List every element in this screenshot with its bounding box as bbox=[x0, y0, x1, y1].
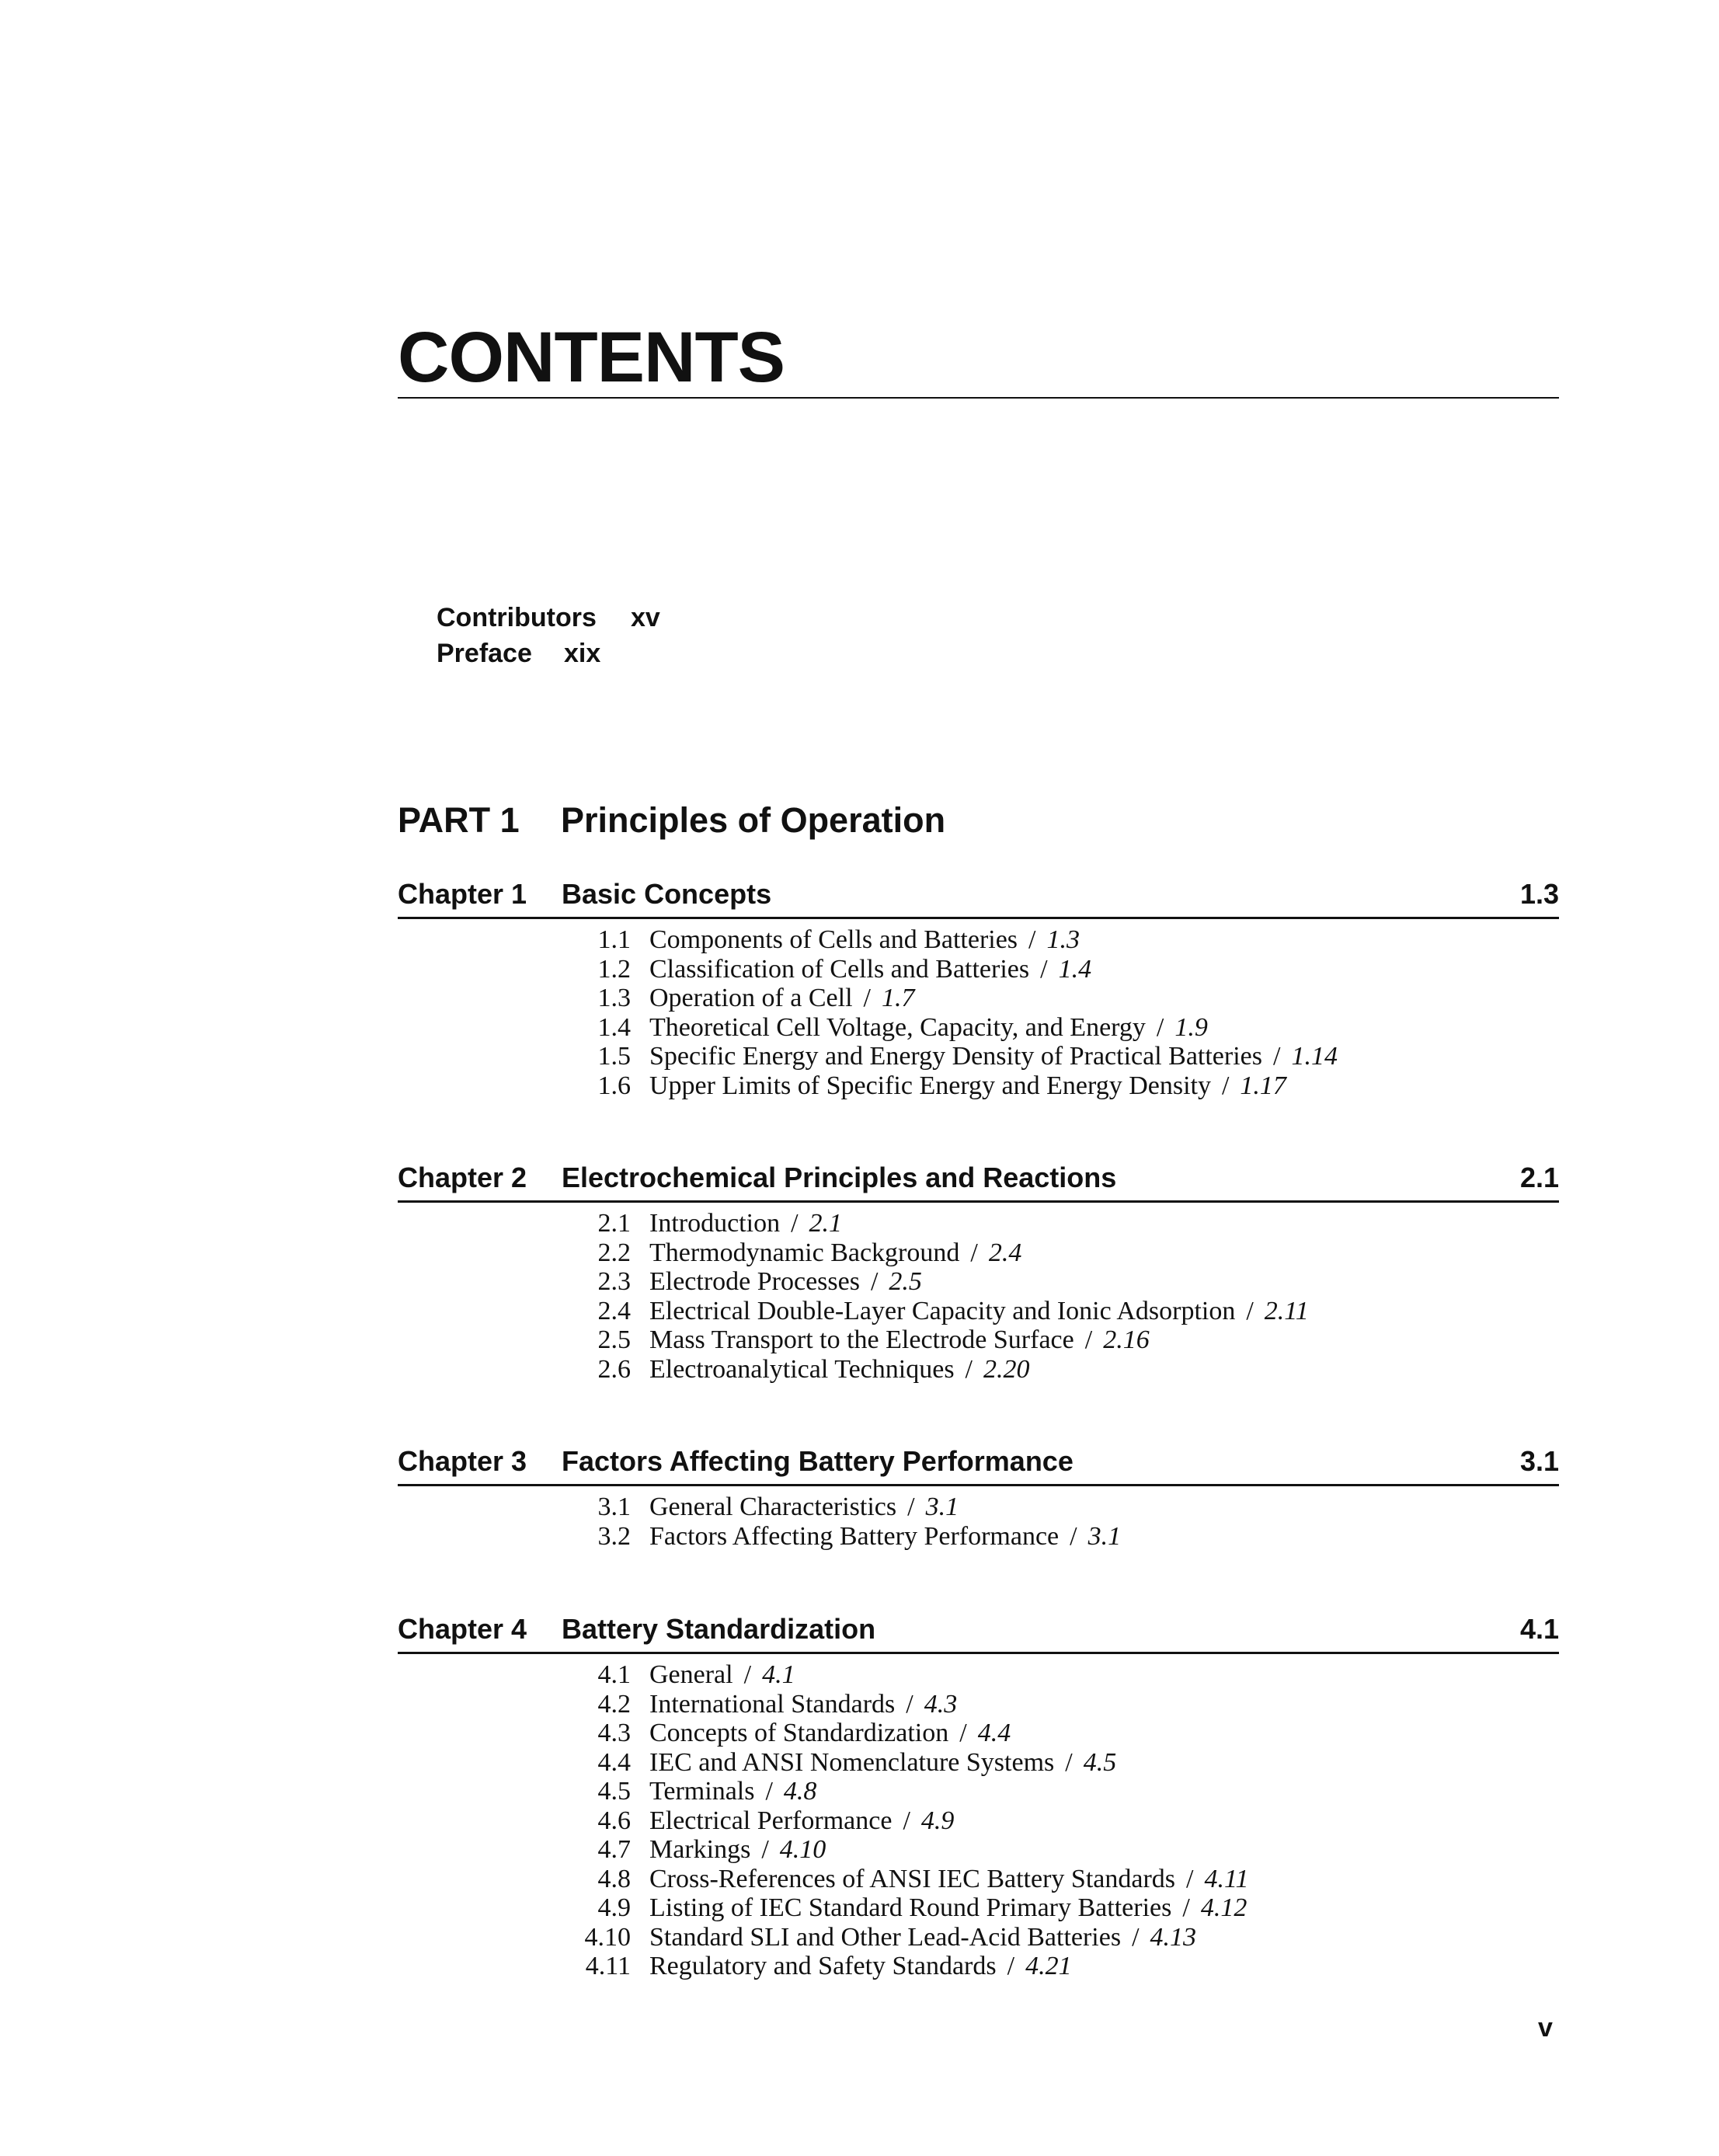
front-matter-page: xix bbox=[564, 639, 601, 668]
section-entry[interactable] bbox=[398, 1719, 1559, 1748]
section-page: 4.12 bbox=[1200, 1893, 1247, 1922]
part-heading bbox=[398, 797, 945, 844]
title-rule bbox=[398, 397, 1559, 399]
chapter-title: Electrochemical Principles and Reactions bbox=[562, 1162, 1117, 1193]
section-page: 2.1 bbox=[809, 1209, 843, 1238]
section-page: 2.4 bbox=[988, 1238, 1022, 1267]
section-separator: / bbox=[903, 1806, 910, 1835]
section-number: 4.9 bbox=[597, 1893, 631, 1922]
section-entry[interactable] bbox=[398, 1325, 1559, 1355]
section-number: 3.1 bbox=[597, 1492, 631, 1521]
chapter-1 bbox=[398, 872, 1559, 1100]
section-entry[interactable] bbox=[398, 1042, 1559, 1071]
section-entry[interactable] bbox=[398, 984, 1559, 1013]
front-matter-entry-preface[interactable] bbox=[437, 636, 660, 671]
section-entry[interactable] bbox=[398, 1952, 1559, 1981]
section-entry[interactable] bbox=[398, 1209, 1559, 1238]
section-separator: / bbox=[907, 1492, 915, 1521]
section-entry[interactable] bbox=[398, 1522, 1559, 1552]
section-page: 4.5 bbox=[1083, 1747, 1117, 1777]
section-entry[interactable] bbox=[398, 1777, 1559, 1806]
front-matter-entry-contributors[interactable] bbox=[437, 600, 660, 636]
section-entry[interactable] bbox=[398, 1748, 1559, 1778]
section-entry[interactable] bbox=[398, 1835, 1559, 1865]
section-number: 2.2 bbox=[597, 1238, 631, 1267]
chapter-heading[interactable] bbox=[398, 872, 1559, 917]
section-page: 3.1 bbox=[1087, 1521, 1122, 1551]
chapter-title: Battery Standardization bbox=[562, 1613, 876, 1645]
section-title: Standard SLI and Other Lead-Acid Batteries bbox=[649, 1922, 1122, 1952]
section-page: 4.10 bbox=[779, 1835, 826, 1864]
section-list bbox=[398, 1492, 1559, 1551]
section-number: 1.4 bbox=[597, 1012, 631, 1042]
section-page: 1.17 bbox=[1240, 1071, 1286, 1100]
section-title: Electrode Processes bbox=[649, 1267, 860, 1296]
section-number: 2.1 bbox=[597, 1209, 631, 1238]
section-page: 4.1 bbox=[762, 1660, 795, 1689]
section-separator: / bbox=[1182, 1893, 1190, 1922]
section-number: 2.4 bbox=[597, 1296, 631, 1325]
section-title: Operation of a Cell bbox=[649, 984, 853, 1012]
chapter-rule bbox=[398, 1652, 1559, 1654]
section-list bbox=[398, 1660, 1559, 1981]
section-separator: / bbox=[791, 1209, 799, 1238]
chapter-label: Chapter 3 bbox=[398, 1445, 527, 1477]
section-page: 4.11 bbox=[1204, 1864, 1249, 1893]
section-title: Components of Cells and Batteries bbox=[649, 925, 1018, 954]
section-number: 4.11 bbox=[585, 1952, 631, 1980]
section-title: Electrical Performance bbox=[649, 1806, 893, 1835]
chapter-rule bbox=[398, 1484, 1559, 1486]
section-separator: / bbox=[1273, 1042, 1281, 1071]
section-title: Concepts of Standardization bbox=[649, 1719, 949, 1747]
section-title: Classification of Cells and Batteries bbox=[649, 954, 1030, 984]
section-number: 4.6 bbox=[597, 1806, 631, 1835]
section-separator: / bbox=[1186, 1864, 1194, 1893]
section-separator: / bbox=[1007, 1952, 1015, 1980]
section-separator: / bbox=[1132, 1922, 1140, 1952]
section-number: 4.1 bbox=[597, 1660, 631, 1689]
section-number: 1.2 bbox=[597, 954, 631, 984]
section-title: General bbox=[649, 1660, 733, 1689]
page-number: v bbox=[1538, 2013, 1553, 2043]
section-entry[interactable] bbox=[398, 1660, 1559, 1690]
section-title: Theoretical Cell Voltage, Capacity, and Energy bbox=[649, 1012, 1146, 1042]
section-separator: / bbox=[863, 984, 871, 1012]
section-number: 2.5 bbox=[597, 1325, 631, 1354]
chapter-label: Chapter 1 bbox=[398, 878, 527, 910]
section-separator: / bbox=[1065, 1747, 1073, 1777]
part-title: Principles of Operation bbox=[561, 800, 946, 840]
section-page: 4.4 bbox=[977, 1719, 1011, 1747]
section-title: Regulatory and Safety Standards bbox=[649, 1952, 997, 1980]
section-separator: / bbox=[965, 1354, 973, 1384]
front-matter-page: xv bbox=[631, 603, 660, 632]
section-page: 2.16 bbox=[1103, 1325, 1150, 1354]
section-title: Thermodynamic Background bbox=[649, 1238, 960, 1267]
section-page: 4.13 bbox=[1150, 1922, 1197, 1952]
section-entry[interactable] bbox=[398, 1238, 1559, 1268]
section-entry[interactable] bbox=[398, 1267, 1559, 1297]
section-list bbox=[398, 925, 1559, 1100]
section-page: 3.1 bbox=[925, 1492, 959, 1521]
section-page: 1.3 bbox=[1046, 925, 1080, 954]
section-entry[interactable] bbox=[398, 1690, 1559, 1719]
section-page: 2.5 bbox=[889, 1267, 922, 1296]
section-number: 2.3 bbox=[597, 1267, 631, 1296]
section-title: Terminals bbox=[649, 1777, 755, 1806]
section-title: Electrical Double-Layer Capacity and Ionic Adsorption bbox=[649, 1296, 1236, 1325]
chapter-rule bbox=[398, 1200, 1559, 1203]
section-number: 4.5 bbox=[597, 1777, 631, 1806]
section-title: IEC and ANSI Nomenclature Systems bbox=[649, 1747, 1055, 1777]
section-separator: / bbox=[1040, 954, 1048, 984]
section-number: 1.6 bbox=[597, 1071, 631, 1100]
section-number: 1.5 bbox=[597, 1042, 631, 1071]
chapter-rule bbox=[398, 917, 1559, 919]
section-number: 4.8 bbox=[597, 1864, 631, 1893]
section-number: 4.3 bbox=[597, 1719, 631, 1747]
section-entry[interactable] bbox=[398, 1865, 1559, 1894]
section-separator: / bbox=[870, 1267, 879, 1296]
front-matter-label: Contributors bbox=[437, 603, 597, 632]
front-matter-label: Preface bbox=[437, 639, 532, 668]
section-number: 1.3 bbox=[597, 984, 631, 1012]
section-list bbox=[398, 1209, 1559, 1384]
section-separator: / bbox=[765, 1777, 773, 1806]
chapter-2 bbox=[398, 1155, 1559, 1384]
chapter-label: Chapter 2 bbox=[398, 1162, 527, 1193]
chapter-label: Chapter 4 bbox=[398, 1613, 527, 1645]
section-separator: / bbox=[761, 1835, 769, 1864]
section-number: 4.7 bbox=[597, 1835, 631, 1864]
chapter-page: 3.1 bbox=[1519, 1445, 1559, 1477]
section-number: 2.6 bbox=[597, 1354, 631, 1384]
section-separator: / bbox=[1246, 1296, 1254, 1325]
section-title: Mass Transport to the Electrode Surface bbox=[649, 1325, 1074, 1354]
chapter-title: Factors Affecting Battery Performance bbox=[562, 1445, 1074, 1477]
section-separator: / bbox=[743, 1660, 752, 1689]
section-entry[interactable] bbox=[398, 1893, 1559, 1923]
section-title: Listing of IEC Standard Round Primary Batteries bbox=[649, 1893, 1172, 1922]
chapter-heading[interactable] bbox=[398, 1439, 1559, 1484]
section-page: 1.7 bbox=[881, 984, 915, 1012]
section-separator: / bbox=[1221, 1071, 1230, 1100]
chapter-heading[interactable] bbox=[398, 1607, 1559, 1652]
section-entry[interactable] bbox=[398, 1297, 1559, 1326]
chapter-page: 1.3 bbox=[1519, 878, 1559, 910]
section-number: 4.10 bbox=[584, 1922, 631, 1952]
section-separator: / bbox=[1070, 1521, 1077, 1551]
section-page: 4.9 bbox=[920, 1806, 955, 1835]
section-page: 4.21 bbox=[1025, 1952, 1072, 1980]
front-matter bbox=[437, 600, 660, 671]
section-title: Markings bbox=[649, 1835, 751, 1864]
section-page: 1.9 bbox=[1174, 1012, 1208, 1042]
section-entry[interactable] bbox=[398, 1923, 1559, 1952]
part-label: PART 1 bbox=[398, 800, 520, 840]
section-entry[interactable] bbox=[398, 1806, 1559, 1836]
section-title: Electroanalytical Techniques bbox=[649, 1354, 955, 1384]
chapter-page: 4.1 bbox=[1519, 1613, 1559, 1645]
section-title: Cross-References of ANSI IEC Battery Standards bbox=[649, 1864, 1176, 1893]
page-title: CONTENTS bbox=[398, 318, 785, 397]
section-number: 4.4 bbox=[597, 1747, 631, 1777]
section-title: Upper Limits of Specific Energy and Energy Density bbox=[649, 1071, 1211, 1100]
section-separator: / bbox=[970, 1238, 978, 1267]
section-page: 1.14 bbox=[1291, 1042, 1338, 1071]
section-page: 1.4 bbox=[1058, 954, 1092, 984]
section-separator: / bbox=[1084, 1325, 1093, 1354]
section-title: Specific Energy and Energy Density of Practical Batteries bbox=[649, 1042, 1262, 1071]
section-page: 2.20 bbox=[983, 1354, 1030, 1384]
section-number: 4.2 bbox=[597, 1689, 631, 1719]
section-entry[interactable] bbox=[398, 1355, 1559, 1385]
section-title: International Standards bbox=[649, 1689, 896, 1719]
section-page: 4.8 bbox=[783, 1777, 817, 1806]
section-number: 3.2 bbox=[597, 1521, 631, 1551]
section-entry[interactable] bbox=[398, 1013, 1559, 1043]
section-title: Introduction bbox=[649, 1209, 781, 1238]
section-entry[interactable] bbox=[398, 1071, 1559, 1101]
chapter-heading[interactable] bbox=[398, 1155, 1559, 1200]
section-number: 1.1 bbox=[597, 925, 631, 954]
section-page: 2.11 bbox=[1264, 1296, 1309, 1325]
section-entry[interactable] bbox=[398, 925, 1559, 955]
chapter-4 bbox=[398, 1607, 1559, 1981]
section-page: 4.3 bbox=[924, 1689, 958, 1719]
section-title: General Characteristics bbox=[649, 1492, 897, 1521]
chapter-3 bbox=[398, 1439, 1559, 1551]
section-separator: / bbox=[906, 1689, 913, 1719]
chapter-title: Basic Concepts bbox=[562, 878, 772, 910]
chapter-page: 2.1 bbox=[1519, 1162, 1559, 1193]
section-separator: / bbox=[1028, 925, 1036, 954]
section-title: Factors Affecting Battery Performance bbox=[649, 1521, 1060, 1551]
section-entry[interactable] bbox=[398, 955, 1559, 984]
section-separator: / bbox=[1156, 1012, 1164, 1042]
section-entry[interactable] bbox=[398, 1492, 1559, 1522]
section-separator: / bbox=[959, 1719, 967, 1747]
